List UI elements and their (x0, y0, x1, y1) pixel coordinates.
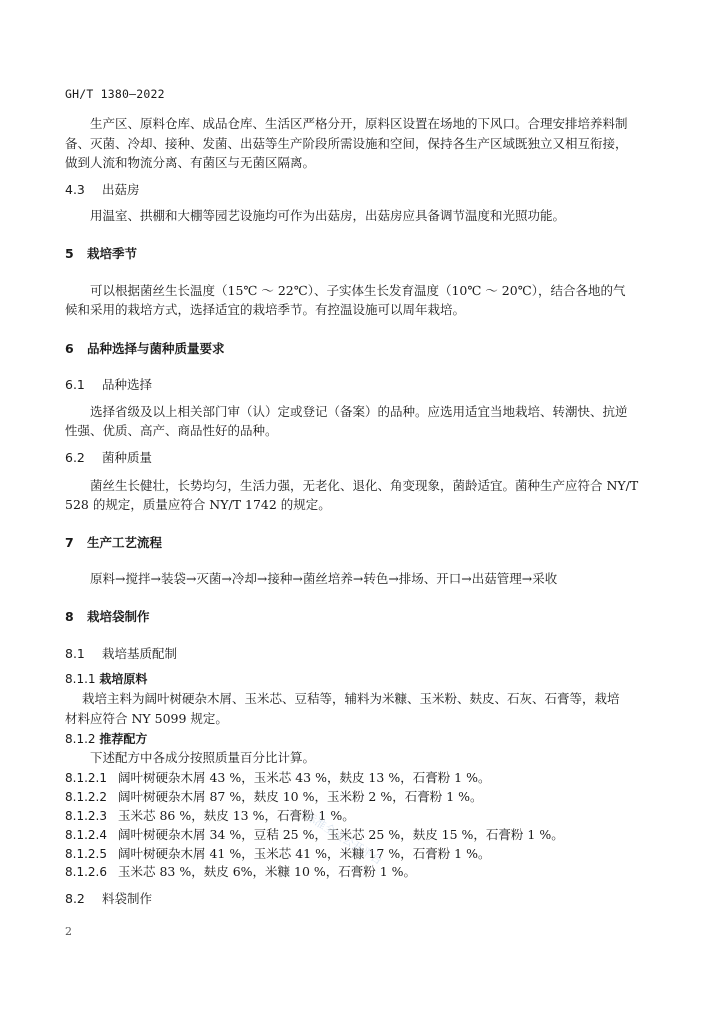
section-number: 6 (65, 341, 74, 356)
section-8-1-heading (65, 646, 177, 662)
formula-number: 8.1.2.2 (65, 790, 107, 804)
formula-text: 阔叶树硬杂木屑 41 %，玉米芯 41 %，米糠 17 %，石膏粉 1 %。 (118, 846, 491, 861)
section-number: 7 (65, 535, 74, 550)
section-title: 生产工艺流程 (87, 535, 163, 550)
section-number: 5 (65, 246, 74, 261)
process-flow: 原料→搅拌→装袋→灭菌→冷却→接种→菌丝培养→转色→排场、开口→出菇管理→采收 (90, 571, 558, 586)
intro-line-1: 生产区、原料仓库、成品仓库、生活区严格分开，原料区设置在场地的下风口。合理安排培养料制 (90, 116, 628, 131)
section-5-line-2: 候和采用的栽培方式，选择适宜的栽培季节。有控温设施可以周年栽培。 (65, 302, 466, 317)
section-8-1-2-heading (65, 731, 147, 747)
section-5-line-1: 可以根据菌丝生长温度（15℃ ～ 22℃）、子实体生长发育温度（10℃ ～ 20℃），结合各地的气 (90, 283, 626, 298)
section-title: 出菇房 (102, 182, 140, 197)
formula-item (65, 864, 416, 880)
document-code: GH/T 1380—2022 (65, 87, 165, 101)
formula-text: 阔叶树硬杂木屑 43 %，玉米芯 43 %，麸皮 13 %，石膏粉 1 %。 (118, 770, 491, 785)
section-6-2-heading (65, 450, 152, 466)
section-number: 8.1.1 (65, 672, 96, 686)
section-6-2-line-2: 528 的规定，质量应符合 NY/T 1742 的规定。 (65, 497, 331, 512)
intro-line-3: 做到人流和物流分离、有菌区与无菌区隔离。 (65, 155, 316, 170)
section-6-1-heading (65, 377, 152, 393)
section-number: 8.1.2 (65, 732, 96, 746)
intro-line-2: 备、灭菌、冷却、接种、发菌、出菇等生产阶段所需设施和空间，保持各生产区域既独立又相互衔接， (65, 136, 628, 151)
section-8-1-1-heading (65, 671, 147, 687)
formula-text: 玉米芯 86 %，麸皮 13 %，石膏粉 1 %。 (118, 808, 355, 823)
formula-text: 玉米芯 83 %，麸皮 6%，米糠 10 %，石膏粉 1 %。 (118, 864, 417, 879)
section-8-heading (65, 609, 150, 625)
section-title: 推荐配方 (99, 732, 148, 746)
formula-number: 8.1.2.5 (65, 847, 107, 861)
section-title: 品种选择与菌种质量要求 (87, 341, 225, 356)
section-number: 4.3 (65, 182, 85, 197)
section-7-heading (65, 535, 162, 551)
section-4-3-text: 用温室、拱棚和大棚等园艺设施均可作为出菇房，出菇房应具备调节温度和光照功能。 (90, 208, 566, 223)
section-number: 6.2 (65, 450, 85, 465)
formula-text: 阔叶树硬杂木屑 87 %，麸皮 10 %，玉米粉 2 %，石膏粉 1 %。 (118, 789, 483, 804)
section-title: 料袋制作 (102, 891, 153, 906)
section-8-1-1-line-1: 栽培主料为阔叶树硬杂木屑、玉米芯、豆秸等，辅料为米糠、玉米粉、麸皮、石灰、石膏等，栽培 (82, 691, 620, 706)
section-title: 品种选择 (102, 377, 153, 392)
formula-item (65, 789, 483, 805)
section-6-2-line-1: 菌丝生长健壮，长势均匀，生活力强，无老化、退化、角变现象，菌龄适宜。菌种生产应符合 NY/T (90, 478, 639, 493)
section-number: 6.1 (65, 377, 85, 392)
section-8-2-heading (65, 891, 152, 907)
section-title: 栽培原料 (99, 672, 148, 686)
formula-number: 8.1.2.3 (65, 809, 107, 823)
section-title: 菌种质量 (102, 450, 153, 465)
section-title: 栽培袋制作 (87, 609, 150, 624)
formula-number: 8.1.2.4 (65, 828, 107, 842)
watermark: 标准全文公开平台 (302, 809, 385, 868)
section-6-1-line-2: 性强、优质、高产、商品性好的品种。 (65, 423, 278, 438)
formula-number: 8.1.2.1 (65, 771, 107, 785)
section-5-heading (65, 246, 137, 262)
section-number: 8.2 (65, 891, 85, 906)
formula-item (65, 846, 490, 862)
section-number: 8.1 (65, 646, 85, 661)
section-8-1-1-line-2: 材料应符合 NY 5099 规定。 (65, 711, 228, 726)
section-title: 栽培季节 (87, 246, 138, 261)
section-4-3-heading (65, 182, 140, 198)
section-title: 栽培基质配制 (102, 646, 178, 661)
section-6-heading (65, 341, 225, 357)
formula-item (65, 770, 490, 786)
section-number: 8 (65, 609, 74, 624)
page-number: 2 (65, 925, 72, 938)
formula-text: 阔叶树硬杂木屑 34 %，豆秸 25 %，玉米芯 25 %，麸皮 15 %，石膏粉 1 %。 (118, 827, 564, 842)
formula-number: 8.1.2.6 (65, 865, 107, 879)
formula-intro: 下述配方中各成分按照质量百分比计算。 (90, 750, 316, 765)
section-6-1-line-1: 选择省级及以上相关部门审（认）定或登记（备案）的品种。应选用适宜当地栽培、转潮快、抗逆 (90, 404, 628, 419)
